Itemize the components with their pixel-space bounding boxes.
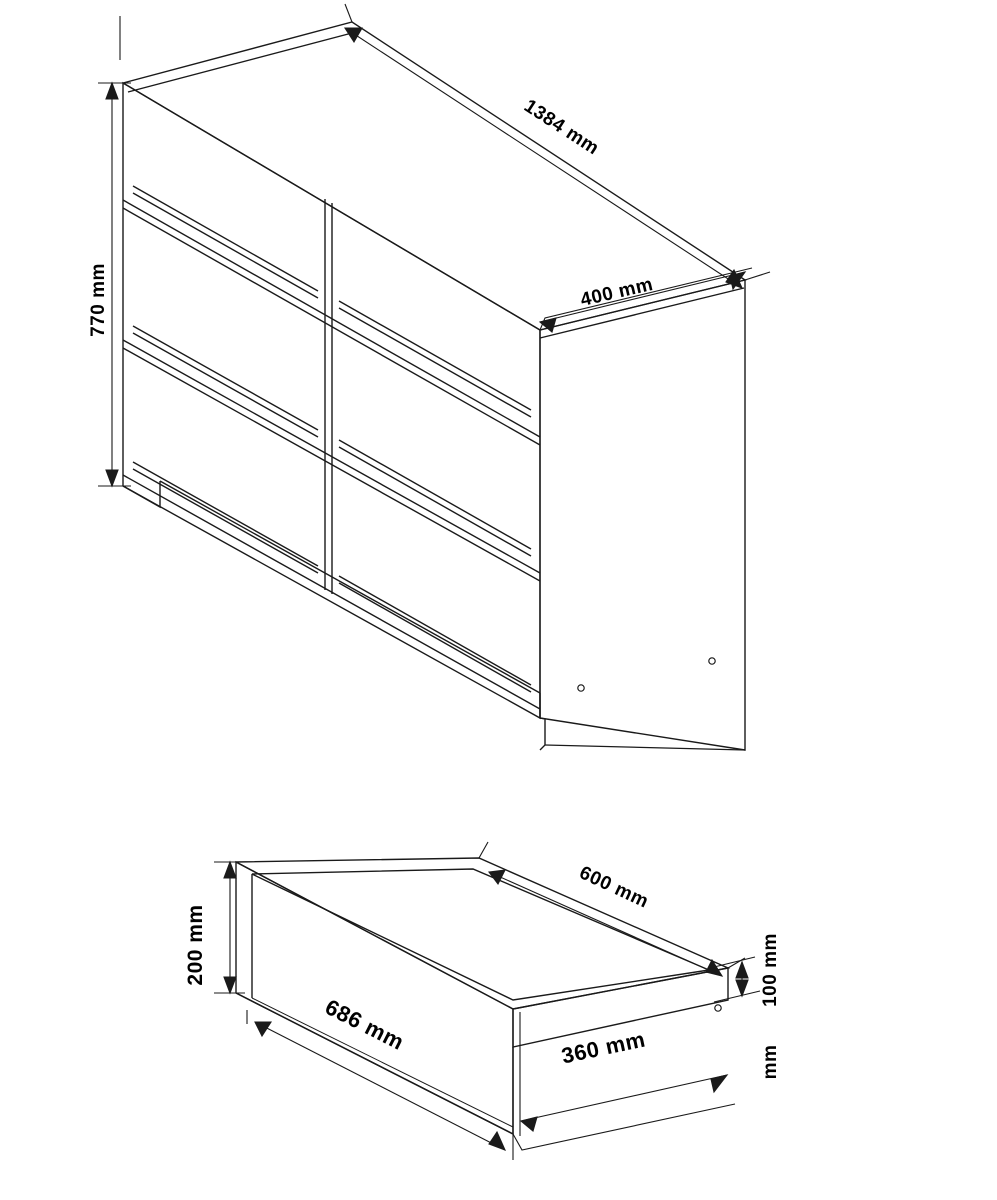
dimension-label-drawer-side-height: 100 mm (760, 933, 781, 1007)
drawer-detail-geometry (236, 858, 728, 1136)
dimension-label-drawer-front-height: 200 mm (184, 904, 207, 986)
dimension-label-depth: 400 mm (578, 273, 656, 312)
dimension-label-drawer-front-width: 686 mm (321, 994, 409, 1055)
dimension-label-height: 770 mm (88, 263, 109, 337)
chest-of-drawers-geometry (123, 22, 745, 750)
dimension-label-drawer-depth: 360 mm (559, 1026, 648, 1069)
dimension-label-drawer-side-height-unit: mm (760, 1044, 781, 1080)
dimension-label-width: 1384 mm (520, 95, 603, 160)
dimension-label-drawer-inner-width: 600 mm (576, 862, 652, 913)
drawer-dimension-lines (214, 842, 760, 1160)
